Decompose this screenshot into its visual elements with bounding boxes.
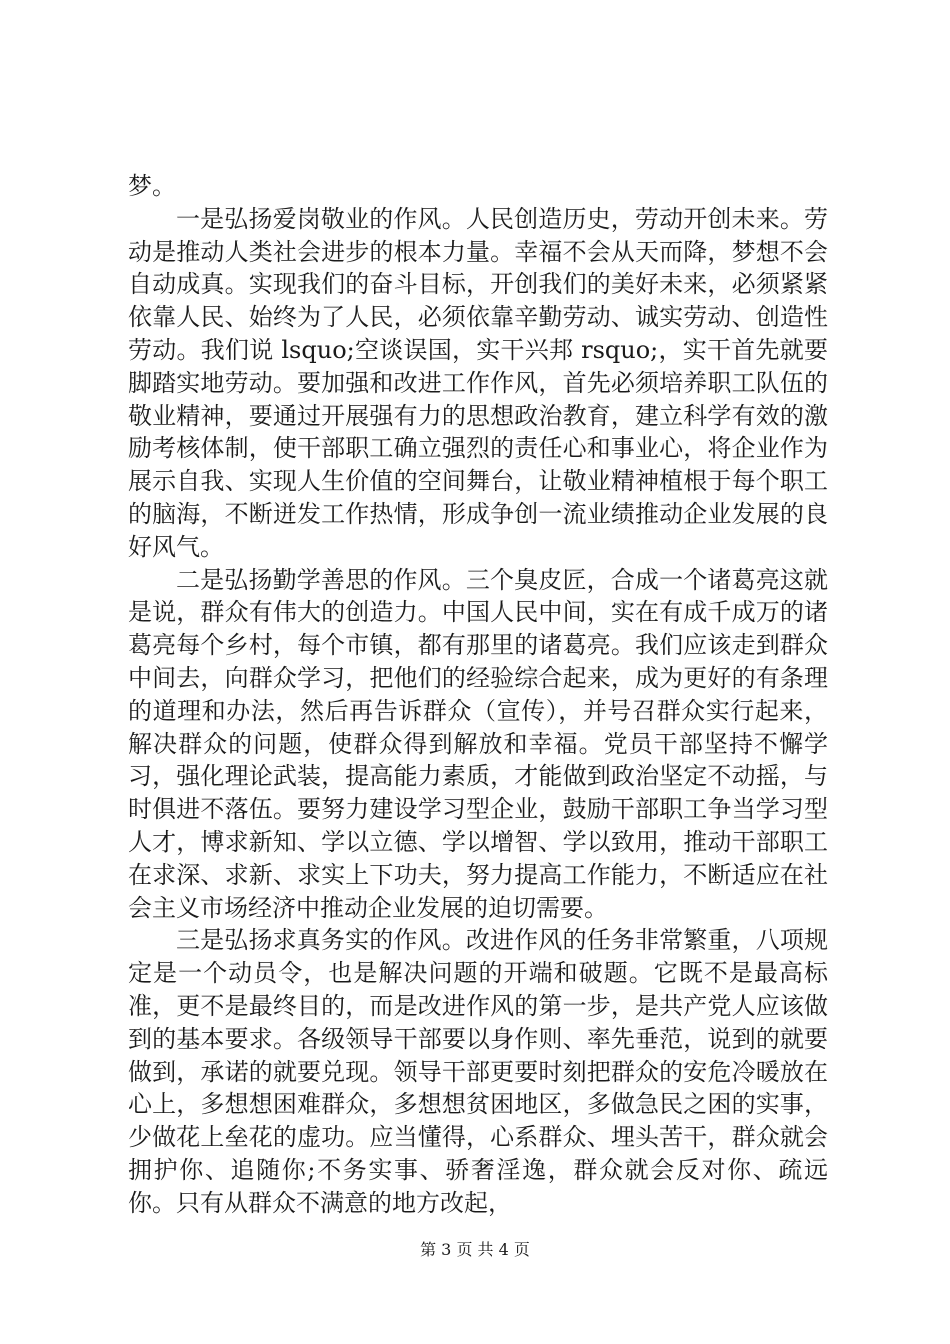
paragraph-practical: 三是弘扬求真务实的作风。改进作风的任务非常繁重，八项规定是一个动员令，也是解决问题的开端和破题。它既不是最高标准，更不是最终目的，而是改进作风的第一步，是共产党人应该做到的基本要求。各级领导干部要以身作则、率先垂范，说到的就要做到，承诺的就要兑现。领导干部更要时刻把群众的安危冷暖放在心上，多想想困难群众，多想想贫困地区，多做急民之困的实事，少做花上垒花的虚功。应当懂得，心系群众、埋头苦干，群众就会拥护你、追随你;不务实事、骄奢淫逸，群众就会反对你、疏远你。只有从群众不满意的地方改起， [128, 926, 828, 1217]
paragraph-love-work: 一是弘扬爱岗敬业的作风。人民创造历史，劳动开创未来。劳动是推动人类社会进步的根本力量。幸福不会从天而降，梦想不会自动成真。实现我们的奋斗目标，开创我们的美好未来，必须紧紧依靠人民、始终为了人民，必须依靠辛勤劳动、诚实劳动、创造性劳动。我们说 lsquo;空谈误国，实干兴邦 rsquo;，实干首先就要脚踏实地劳动。要加强和改进工作作风，首先必须培养职工队伍的敬业精神，要通过开展强有力的思想政治教育，建立科学有效的激励考核体制，使干部职工确立强烈的责任心和事业心，将企业作为展示自我、实现人生价值的空间舞台，让敬业精神植根于每个职工的脑海，不断迸发工作热情，形成争创一流业绩推动企业发展的良好风气。 [128, 204, 828, 561]
document-body [128, 170, 828, 1220]
paragraph-continuation: 梦。 [128, 172, 176, 200]
page-footer: 第 3 页 共 4 页 [420, 1240, 530, 1259]
paragraph-study: 二是弘扬勤学善思的作风。三个臭皮匠，合成一个诸葛亮这就是说，群众有伟大的创造力。中国人民中间，实在有成千成万的诸葛亮每个乡村，每个市镇，都有那里的诸葛亮。我们应该走到群众中间去，向群众学习，把他们的经验综合起来，成为更好的有条理的道理和办法，然后再告诉群众（宣传），并号召群众实行起来，解决群众的问题，使群众得到解放和幸福。党员干部坚持不懈学习，强化理论武装，提高能力素质，才能做到政治坚定不动摇，与时俱进不落伍。要努力建设学习型企业，鼓励干部职工争当学习型人才，博求新知、学以立德、学以增智、学以致用，推动干部职工在求深、求新、求实上下功夫，努力提高工作能力，不断适应在社会主义市场经济中推动企业发展的迫切需要。 [128, 565, 828, 922]
